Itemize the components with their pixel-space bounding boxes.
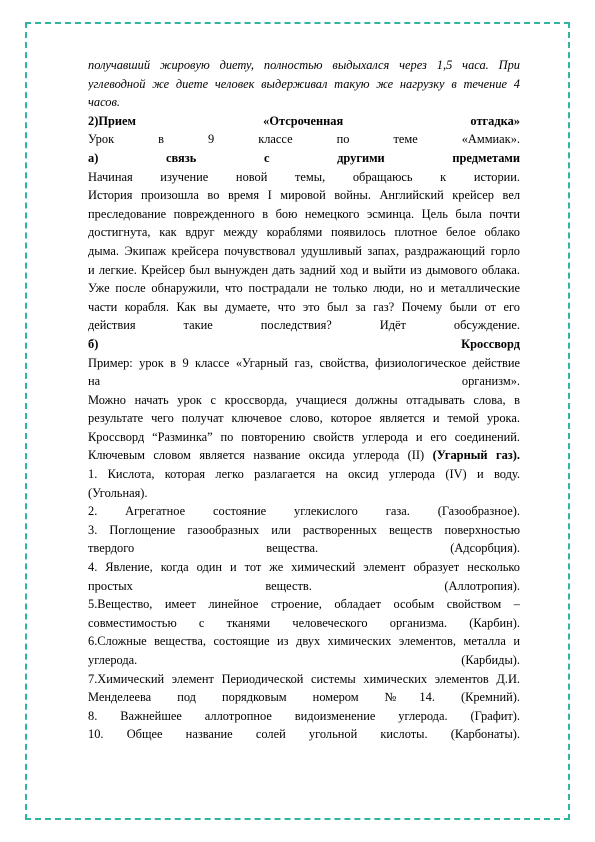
crossword-item: 1. Кислота, которая легко разлагается на оксид углерода (IV) и воду. [88, 467, 520, 482]
document-body [88, 56, 520, 744]
example-line: результате чего получат ключевое слово, которое является и темой урока. [88, 411, 520, 426]
example-line: Кроссворд “Разминка” по повторению свойств углерода и его соединений. [88, 429, 520, 444]
subheading-b: б) Кроссворд [88, 336, 520, 351]
story-line: достигнута, как вдруг между кораблями появилось плотное белое облако [88, 225, 520, 240]
crossword-item: твердого вещества. (Адсорбция). [88, 541, 520, 556]
intro-line: часов. [88, 95, 120, 110]
lesson-line: Урок в 9 классе по теме «Аммиак». [88, 132, 520, 147]
crossword-item: 3. Поглощение газообразных или растворенных веществ поверхностью [88, 522, 520, 537]
keyword-line: Ключевым словом является название оксида углерода (II) (Угарный газ). [88, 448, 520, 463]
story-line: преследование поврежденного в бою немецкого эсминца. Цель была почти [88, 206, 520, 221]
crossword-item: 2. Агрегатное состояние углекислого газа. (Газообразное). [88, 504, 520, 519]
keyword: (Угарный газ). [432, 448, 520, 463]
crossword-item: 8. Важнейшее аллотропное видоизменение углерода. (Графит). [88, 708, 520, 723]
intro-line: углеводной же диете человек выдерживал такую же нагрузку в течение 4 [88, 76, 520, 91]
section-heading: 2)Прием «Отсроченная отгадка» [88, 113, 520, 128]
example-line: Можно начать урок с кроссворда, учащиеся должны отгадывать слова, в [88, 392, 520, 407]
story-line: части корабля. Как вы думаете, что это был за газ? Почему были от его [88, 299, 520, 314]
story-line: Уже после обнаружили, что пострадали не только люди, но и металлические [88, 281, 520, 296]
crossword-item: (Угольная). [88, 485, 148, 500]
subheading-a: а) связь с другими предметами [88, 150, 520, 165]
crossword-item: Менделеева под порядковым номером №14. (Кремний). [88, 690, 520, 705]
crossword-item: углерода. (Карбиды). [88, 653, 520, 667]
story-line: История произошла во время I мировой войны. Английский крейсер вел [88, 188, 520, 203]
story-line: дыма. Экипаж крейсера почувствовал удушливый запах, раздражающий горло [88, 243, 520, 258]
example-line: на организм». [88, 374, 520, 389]
crossword-item: простых веществ. (Аллотропия). [88, 578, 520, 593]
example-line: Пример: урок в 9 классе «Угарный газ, свойства, физиологическое действие [88, 355, 520, 370]
intro-line: получавший жировую диету, полностью выдыхался через 1,5 часа. При [88, 58, 520, 72]
crossword-item: 10. Общее название солей угольной кислоты. (Карбонаты). [88, 727, 520, 742]
crossword-item: 6.Сложные вещества, состоящие из двух химических элементов, металла и [88, 634, 520, 649]
story-line: Начиная изучение новой темы, обращаюсь к истории. [88, 169, 520, 184]
crossword-item: 7.Химический элемент Периодической системы химических элементов Д.И. [88, 671, 520, 686]
crossword-item: 5.Вещество, имеет линейное строение, обладает особым свойством – [88, 597, 520, 612]
story-line: и легкие. Крейсер был вынужден дать задний ход и выйти из дымового облака. [88, 262, 520, 277]
story-line: действия такие последствия? Идёт обсуждение. [88, 318, 520, 333]
crossword-item: 4. Явление, когда один и тот же химический элемент образует несколько [88, 560, 520, 575]
crossword-item: совместимостью с тканями человеческого организма. (Карбин). [88, 615, 520, 630]
